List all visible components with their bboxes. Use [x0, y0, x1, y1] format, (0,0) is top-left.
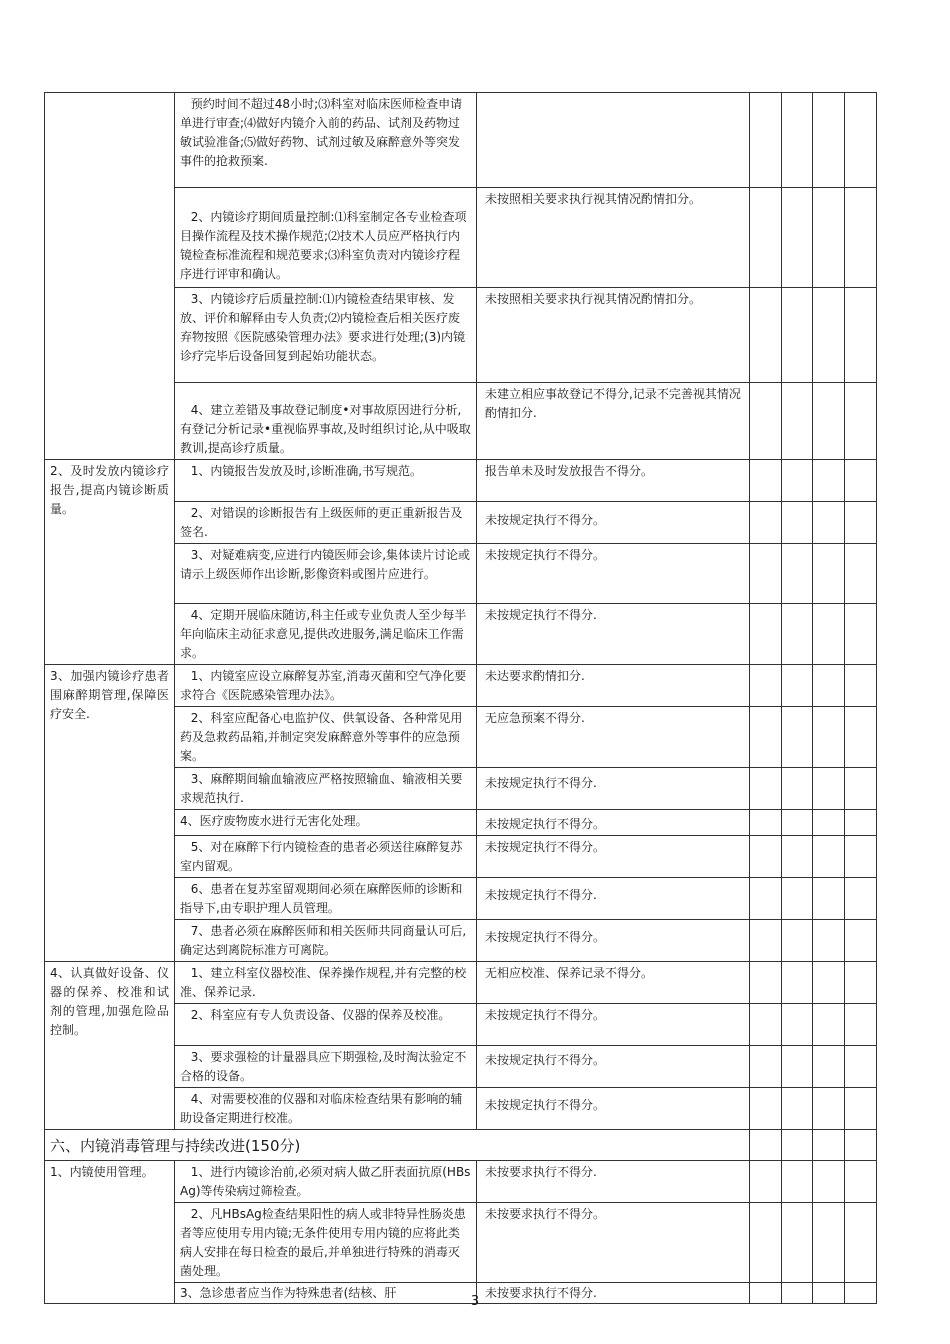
page-number: 3 — [470, 1294, 480, 1309]
table-row — [45, 1161, 877, 1203]
penalty-cell — [477, 920, 750, 962]
score-cell — [845, 878, 877, 920]
score-cell — [813, 288, 845, 383]
category-cell: 4、认真做好设备、仪器的保养、校准和试剂的管理,加强危险品控制。 — [45, 962, 175, 1130]
penalty-cell: 未按规定执行不得分。 — [477, 836, 750, 878]
score-cell — [782, 544, 813, 604]
score-cell — [750, 665, 782, 707]
requirement-cell: 预约时间不超过48小时;⑶科室对临床医师检查申请单进行审查;⑷做好内镜介入前的药品、试剂及药物过敏试验准备;⑸做好药物、试剂过敏及麻醉意外等突发事件的抢救预案. — [175, 93, 477, 188]
score-cell — [813, 188, 845, 288]
requirement-cell: 3、麻醉期间输血输液应严格按照输血、输液相关要求规范执行. — [175, 768, 477, 810]
requirement-cell: 4、对需要校准的仪器和对临床检查结果有影响的辅助设备定期进行校准。 — [175, 1088, 477, 1130]
category-cell: 1、内镜使用管理。 — [45, 1161, 175, 1304]
penalty-cell — [477, 1088, 750, 1130]
score-cell — [782, 920, 813, 962]
category-cell: 3、加强内镜诊疗患者围麻醉期管理,保障医疗安全. — [45, 665, 175, 962]
score-cell — [813, 1088, 845, 1130]
score-cell — [813, 604, 845, 665]
score-cell — [750, 1203, 782, 1283]
requirement-cell: 7、患者必须在麻醉医师和相关医师共同商量认可后,确定达到离院标准方可离院。 — [175, 920, 477, 962]
score-cell — [750, 1004, 782, 1046]
score-cell — [750, 810, 782, 836]
score-cell — [750, 288, 782, 383]
requirement-cell: 1、内镜报告发放及时,诊断准确,书写规范。 — [175, 460, 477, 502]
requirement-text: 2、内镜诊疗期间质量控制:⑴科室制定各专业检查项目操作流程及技术操作规范;⑵技术人员应严格执行内镜检查标准流程和规范要求;⑶科室负责对内镜诊疗程序进行评审和确认。 — [180, 210, 467, 281]
score-cell — [782, 188, 813, 288]
score-cell — [782, 604, 813, 665]
score-cell — [750, 962, 782, 1004]
score-cell — [845, 768, 877, 810]
score-cell — [782, 1004, 813, 1046]
score-cell — [813, 1161, 845, 1203]
table-row — [45, 665, 877, 707]
score-cell — [750, 768, 782, 810]
score-cell — [813, 383, 845, 460]
score-cell — [845, 962, 877, 1004]
requirement-text: 3、急诊患者应当作为特殊患者(结核、肝 — [180, 1286, 397, 1300]
score-cell — [845, 460, 877, 502]
requirement-cell: 3、内镜诊疗后质量控制:⑴内镜检查结果审核、发放、评价和解释由专人负责;⑵内镜检查后相关医疗废弃物按照《医院感染管理办法》要求进行处理;(3)内镜诊疗完毕后设备回复到起始功能状态。 — [175, 288, 477, 383]
penalty-cell: 未达要求酌情扣分. — [477, 665, 750, 707]
score-cell — [782, 1088, 813, 1130]
requirement-text: 4、建立差错及事故登记制度•对事故原因进行分析,有登记分析记录•重视临界事故,及时组织讨论,从中吸取教训,提高诊疗质量。 — [180, 403, 471, 455]
requirement-cell: 3、对疑难病变,应进行内镜医师会诊,集体读片讨论或请示上级医师作出诊断,影像资料或图片应进行。 — [175, 544, 477, 604]
score-cell — [813, 93, 845, 188]
penalty-cell — [477, 878, 750, 920]
requirement-cell: 2、对错误的诊断报告有上级医师的更正重新报告及签名. — [175, 502, 477, 544]
score-cell — [750, 1088, 782, 1130]
table-row — [45, 962, 877, 1004]
requirement-cell: 2、科室应有专人负责设备、仪器的保养及校准。 — [175, 1004, 477, 1046]
penalty-cell: 未按照相关要求执行视其情况酌情扣分。 — [477, 188, 750, 288]
category-cell — [45, 93, 175, 460]
penalty-cell: 未按照相关要求执行视其情况酌情扣分。 — [477, 288, 750, 383]
score-cell — [813, 544, 845, 604]
penalty-text: 未按规定执行不得分. — [485, 888, 597, 902]
requirement-cell: 4、医疗废物废水进行无害化处理。 — [175, 810, 477, 836]
score-cell — [845, 1004, 877, 1046]
score-cell — [750, 544, 782, 604]
penalty-text: 未按要求执行不得分. — [485, 1286, 597, 1300]
penalty-cell: 未按规定执行不得分。 — [477, 1004, 750, 1046]
penalty-cell: 无相应校准、保养记录不得分。 — [477, 962, 750, 1004]
requirement-cell: 4、定期开展临床随访,科主任或专业负责人至少每半年向临床主动征求意见,提供改进服务,满足临床工作需求。 — [175, 604, 477, 665]
score-cell — [813, 460, 845, 502]
score-cell — [813, 878, 845, 920]
penalty-cell — [477, 502, 750, 544]
requirement-cell: 5、对在麻醉下行内镜检查的患者必须送往麻醉复苏室内留观。 — [175, 836, 477, 878]
score-cell — [750, 920, 782, 962]
requirement-cell: 6、患者在复苏室留观期间必须在麻醉医师的诊断和指导下,由专职护理人员管理。 — [175, 878, 477, 920]
requirement-cell: 2、科室应配备心电监护仪、供氧设备、各种常见用药及急救药品箱,并制定突发麻醉意外等事件的应急预案。 — [175, 707, 477, 768]
score-cell — [813, 920, 845, 962]
score-cell — [845, 1088, 877, 1130]
score-cell — [750, 1046, 782, 1088]
score-cell — [782, 810, 813, 836]
score-cell — [813, 502, 845, 544]
penalty-cell: 未按要求执行不得分. — [477, 1161, 750, 1203]
score-cell — [813, 768, 845, 810]
score-cell — [813, 665, 845, 707]
score-cell — [845, 920, 877, 962]
score-cell — [813, 1004, 845, 1046]
score-cell — [845, 836, 877, 878]
penalty-cell — [477, 810, 750, 836]
penalty-cell: 未按规定执行不得分. — [477, 604, 750, 665]
penalty-cell: 未建立相应事故登记不得分,记录不完善视其情况酌情扣分. — [477, 383, 750, 460]
score-cell — [782, 707, 813, 768]
requirement-cell: 3、要求强检的计量器具应下期强检,及时淘汰验定不合格的设备。 — [175, 1046, 477, 1088]
score-cell — [845, 1130, 877, 1161]
penalty-text: 未按规定执行不得分。 — [485, 930, 606, 944]
score-cell — [750, 604, 782, 665]
penalty-cell: 未按要求执行不得分。 — [477, 1203, 750, 1283]
score-cell — [750, 188, 782, 288]
score-cell — [782, 1161, 813, 1203]
score-cell — [845, 383, 877, 460]
score-cell — [845, 1203, 877, 1283]
score-cell — [845, 707, 877, 768]
score-cell — [750, 1161, 782, 1203]
score-cell — [845, 604, 877, 665]
penalty-text: 未按规定执行不得分。 — [485, 1053, 606, 1067]
score-cell — [813, 1203, 845, 1283]
score-cell — [813, 810, 845, 836]
score-cell — [750, 1130, 782, 1161]
category-cell: 2、及时发放内镜诊疗报告,提高内镜诊断质量。 — [45, 460, 175, 665]
score-cell — [750, 460, 782, 502]
requirement-cell — [175, 188, 477, 288]
section-title: 六、内镜消毒管理与持续改进(150分) — [45, 1130, 750, 1161]
penalty-cell: 报告单未及时发放报告不得分。 — [477, 460, 750, 502]
penalty-text: 未按规定执行不得分。 — [485, 1098, 606, 1112]
requirement-cell: 1、进行内镜诊治前,必须对病人做乙肝表面抗原(HBsAg)等传染病过筛检查。 — [175, 1161, 477, 1203]
score-cell — [845, 810, 877, 836]
score-cell — [782, 768, 813, 810]
requirement-cell: 2、凡HBsAg检查结果阳性的病人或非特异性肠炎患者等应使用专用内镜;无条件使用专用内镜的应将此类病人安排在每日检查的最后,并单独进行特殊的消毒灭菌处理。 — [175, 1203, 477, 1283]
score-cell — [750, 836, 782, 878]
evaluation-table — [44, 92, 877, 1304]
score-cell — [813, 962, 845, 1004]
score-cell — [782, 665, 813, 707]
penalty-cell: 无应急预案不得分. — [477, 707, 750, 768]
score-cell — [782, 288, 813, 383]
score-cell — [782, 962, 813, 1004]
score-cell — [782, 1203, 813, 1283]
penalty-text: 未按规定执行不得分. — [485, 776, 597, 790]
table-row — [45, 93, 877, 188]
penalty-text: 未按规定执行不得分。 — [485, 513, 606, 527]
score-cell — [845, 665, 877, 707]
score-cell — [782, 502, 813, 544]
score-cell — [782, 383, 813, 460]
penalty-cell — [477, 1046, 750, 1088]
requirement-cell: 1、建立科室仪器校准、保养操作规程,并有完整的校准、保养记录. — [175, 962, 477, 1004]
score-cell — [813, 707, 845, 768]
table-row — [45, 460, 877, 502]
score-cell — [845, 188, 877, 288]
requirement-cell: 1、内镜室应设立麻醉复苏室,消毒灭菌和空气净化要求符合《医院感染管理办法》。 — [175, 665, 477, 707]
score-cell — [750, 502, 782, 544]
score-cell — [813, 1130, 845, 1161]
score-cell — [750, 383, 782, 460]
requirement-cell — [175, 383, 477, 460]
penalty-cell — [477, 768, 750, 810]
score-cell — [782, 1046, 813, 1088]
score-cell — [845, 1161, 877, 1203]
score-cell — [845, 288, 877, 383]
score-cell — [782, 93, 813, 188]
score-cell — [845, 544, 877, 604]
score-cell — [750, 93, 782, 188]
score-cell — [845, 1046, 877, 1088]
score-cell — [845, 502, 877, 544]
score-cell — [782, 836, 813, 878]
score-cell — [813, 836, 845, 878]
score-cell — [782, 878, 813, 920]
score-cell — [750, 878, 782, 920]
score-cell — [750, 707, 782, 768]
score-cell — [813, 1046, 845, 1088]
penalty-text: 未按规定执行不得分。 — [485, 817, 606, 831]
score-cell — [782, 1130, 813, 1161]
score-cell — [782, 460, 813, 502]
penalty-cell — [477, 93, 750, 188]
section-header-row — [45, 1130, 877, 1161]
score-cell — [845, 93, 877, 188]
penalty-cell: 未按规定执行不得分。 — [477, 544, 750, 604]
